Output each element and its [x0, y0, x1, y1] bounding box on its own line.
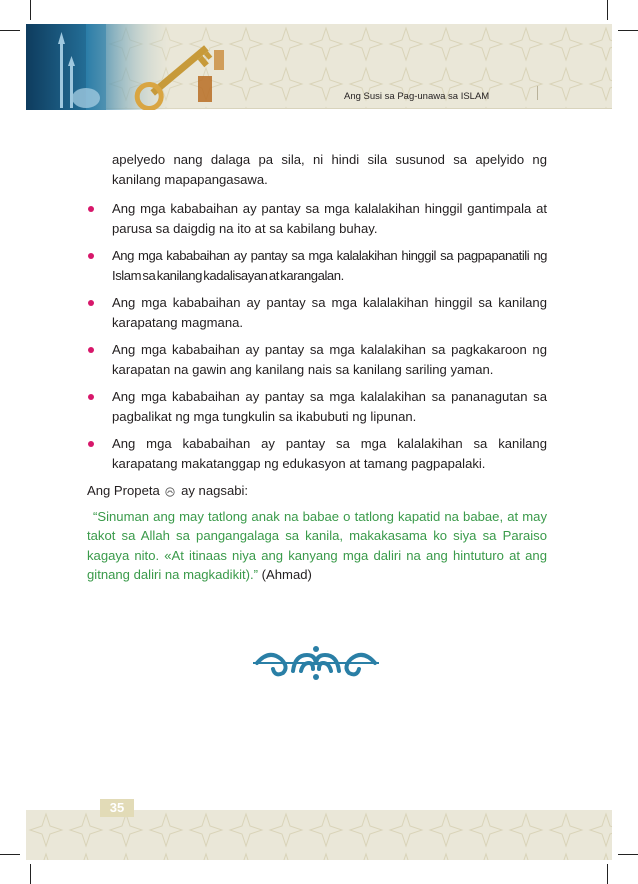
bullet-item: [87, 387, 547, 426]
key-and-minaret-icon: [26, 24, 240, 110]
bullet-icon: [88, 206, 94, 212]
crop-mark: [618, 30, 638, 31]
bullet-text: Ang mga kababaihan ay pantay sa mga kalalakihan sa pagkakaroon ng karapatan na gawin ang kanilang nais sa kanilang sariling yaman.: [112, 342, 547, 377]
prophet-intro-before: Ang Propeta: [87, 483, 160, 498]
page-body: [87, 150, 547, 585]
bullet-text: Ang mga kababaihan ay pantay sa mga kalalakihan sa pananagutan sa pagbalikat ng mga tungkulin sa ikabubuti ng lipunan.: [112, 389, 547, 424]
header-title: Ang Susi sa Pag-unawa sa ISLAM: [344, 91, 490, 102]
crop-mark: [607, 0, 608, 20]
bullet-icon: [88, 347, 94, 353]
intro-paragraph: apelyedo nang dalaga pa sila, ni hindi sila susunod sa apelyido ng kanilang mapapangasawa.: [112, 152, 547, 187]
bullet-icon: [88, 253, 94, 259]
hadith-text: “Sinuman ang may tatlong anak na babae o tatlong kapatid na babae, at may takot sa Allah sa pangangalaga sa kanila, makakasama ko siya sa Paraiso kagaya nito. «At itinaas niya ang kanyang mga daliri na ang hintuturo at ang gitnang daliri na magkadikit).”: [87, 508, 547, 582]
bullet-item: [87, 434, 547, 473]
bullet-text: Ang mga kababaihan ay pantay sa mga kalalakihan hinggil sa pagpapanatili ng Islam sa kanilang kadalisayan at karangalan.: [112, 248, 547, 283]
bullet-text: Ang mga kababaihan ay pantay sa mga kalalakihan sa kanilang karapatang makatanggap ng edukasyon at tamang pagpapalaki.: [112, 436, 547, 471]
footer-band: [26, 810, 612, 860]
header-divider: [537, 86, 538, 100]
bullet-item: [87, 293, 547, 332]
bullet-text: Ang mga kababaihan ay pantay sa mga kalalakihan hinggil gantimpala at parusa sa daigdig na ito at sa kabilang buhay.: [112, 201, 547, 236]
crop-mark: [607, 864, 608, 884]
hadith-source: (Ahmad): [261, 567, 312, 582]
footer-pattern: [26, 810, 612, 860]
crop-mark: [30, 864, 31, 884]
page-number: 35: [100, 799, 134, 817]
arabesque-ornament-icon: [249, 641, 383, 685]
bullet-icon: [88, 441, 94, 447]
prophet-intro-after: ay nagsabi:: [181, 483, 249, 498]
header-image: [26, 24, 240, 110]
bullet-icon: [88, 300, 94, 306]
crop-mark: [0, 30, 20, 31]
bullet-item: [87, 199, 547, 238]
pbuh-calligraphy-icon: [165, 487, 175, 497]
bullet-item: [87, 340, 547, 379]
bullet-text: Ang mga kababaihan ay pantay sa mga kalalakihan hinggil sa kanilang karapatang magmana.: [112, 295, 547, 330]
crop-mark: [0, 854, 20, 855]
crop-mark: [30, 0, 31, 20]
bullet-icon: [88, 394, 94, 400]
hadith-quote: [87, 507, 547, 585]
crop-mark: [618, 854, 638, 855]
prophet-intro: [87, 481, 547, 501]
bullet-item: [87, 246, 547, 285]
